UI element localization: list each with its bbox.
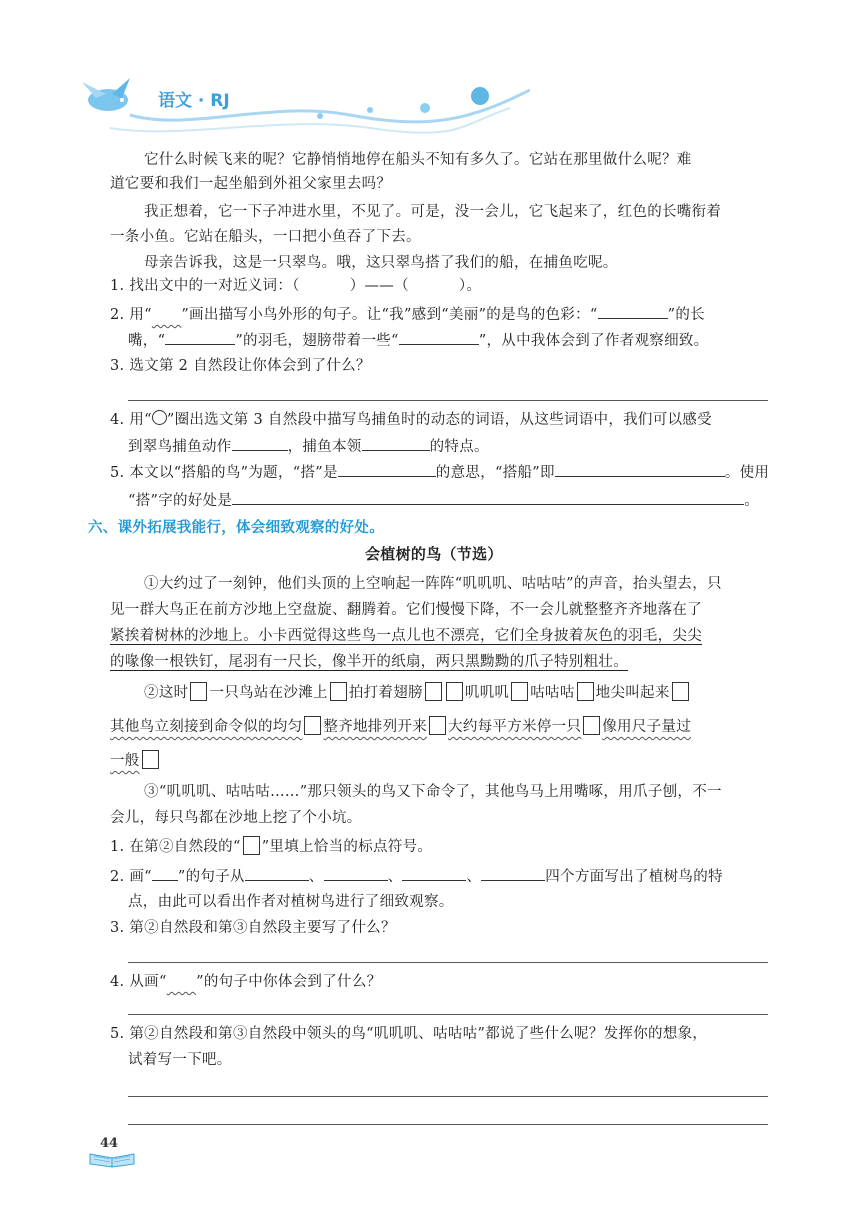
punctuation-box[interactable] — [304, 716, 321, 735]
question-2-line-2: 嘴，“ ”的羽毛，翅膀带着一些“ ”，从中我体会到了作者观察细致。 — [128, 330, 708, 351]
punctuation-box[interactable] — [577, 682, 594, 701]
punctuation-box[interactable] — [672, 682, 689, 701]
question-3: 3. 选文第 2 自然段让你体会到了什么？ — [110, 358, 371, 374]
article-title: 会植树的鸟（节选） — [365, 545, 503, 563]
answer-blank[interactable] — [362, 436, 430, 451]
answer-blank[interactable] — [245, 866, 309, 881]
article-paragraph-2: 一般 — [110, 750, 161, 771]
question-2-3: 3. 第②自然段和第③自然段主要写了什么？ — [110, 920, 396, 936]
answer-blank[interactable] — [324, 866, 388, 881]
passage-line: 它什么时候飞来的呢？它静悄悄地停在船头不知有多久了。它站在那里做什么呢？难 — [144, 152, 692, 168]
article-paragraph-1: 的喙像一根铁钉，尾羽有一尺长，像半开的纸扇，两只黑黝黝的爪子特别粗壮。 — [110, 654, 628, 670]
book-icon — [88, 1148, 136, 1172]
punctuation-box[interactable] — [425, 682, 442, 701]
article-paragraph-3: 会儿，每只鸟都在沙地上挖了个小坑。 — [110, 810, 362, 826]
answer-blank[interactable] — [481, 866, 545, 881]
question-2-line-1: 2. 用“ ”画出描写小鸟外形的句子。让“我”感到“美丽”的是鸟的色彩：“ ”的长 — [110, 304, 705, 325]
answer-blank[interactable] — [300, 276, 350, 290]
question-2-2-line-2: 点，由此可以看出作者对植树鸟进行了细致观察。 — [128, 894, 454, 910]
question-2-4: 4. 从画“ ”的句子中你体会到了什么？ — [110, 974, 382, 990]
section-title: 六、课外拓展我能行，体会细致观察的好处。 — [88, 520, 384, 536]
article-paragraph-1: 紧挨着树林的沙地上。小卡西觉得这些鸟一点儿也不漂亮，它们全身披着灰色的羽毛，尖尖 — [110, 628, 702, 644]
question-2-5-line-1: 5. 第②自然段和第③自然段中领头的鸟“叽叽叽、咕咕咕”都说了些什么呢？发挥你的想象， — [110, 1026, 708, 1042]
answer-line[interactable] — [128, 400, 768, 401]
punctuation-box[interactable] — [446, 682, 463, 701]
question-2-5-line-2: 试着写一下吧。 — [128, 1052, 232, 1068]
answer-blank[interactable] — [165, 330, 235, 345]
answer-blank[interactable] — [555, 462, 725, 477]
header-title: 语文 · RJ — [158, 91, 230, 111]
answer-blank[interactable] — [409, 276, 459, 290]
header-banner — [70, 70, 530, 140]
article-paragraph-1: ①大约过了一刻钟，他们头顶的上空响起一阵阵“叽叽叽、咕咕咕”的声音，抬头望去，只 — [144, 576, 722, 592]
article-paragraph-2: 其他鸟立刻接到命令似的均匀 整齐地排列开来 大约每平方米停一只 像用尺子量过 — [110, 716, 691, 737]
article-paragraph-2: ②这时 一只鸟站在沙滩上 拍打着翅膀 叽叽叽 咕咕咕 地尖叫起来 — [144, 682, 691, 703]
answer-blank[interactable] — [399, 330, 479, 345]
article-paragraph-1: 见一群大鸟正在前方沙地上空盘旋、翻腾着。它们慢慢下降，不一会儿就整整齐齐地落在了 — [110, 602, 702, 618]
passage-line: 一条小鱼。它站在船头，一口把小鱼吞了下去。 — [110, 229, 421, 245]
answer-line[interactable] — [128, 962, 768, 963]
question-5-line-1: 5. 本文以“搭船的鸟”为题，“搭”是 的意思，“搭船”即 。使用 — [110, 462, 769, 483]
answer-blank[interactable] — [338, 462, 436, 477]
circle-mark-icon — [152, 410, 167, 425]
question-1: 1. 找出文中的一对近义词：（ ）——（ ）。 — [110, 278, 482, 294]
answer-line[interactable] — [128, 1014, 768, 1015]
answer-blank[interactable] — [232, 436, 288, 451]
question-5-line-2: “搭”字的好处是 。 — [128, 490, 759, 511]
answer-blank[interactable] — [402, 866, 466, 881]
passage-line: 母亲告诉我，这是一只翠鸟。哦，这只翠鸟搭了我们的船，在捕鱼吃呢。 — [144, 255, 618, 271]
punctuation-box-example — [243, 836, 260, 855]
straight-line-mark — [152, 866, 178, 881]
question-4-line-2: 到翠鸟捕鱼动作 ，捕鱼本领 的特点。 — [128, 436, 489, 457]
passage-line: 我正想着，它一下子冲进水里，不见了。可是，没一会儿，它飞起来了，红色的长嘴衔着 — [144, 204, 722, 220]
page-number: 44 — [100, 1136, 119, 1151]
question-2-1: 1. 在第②自然段的“ ”里填上恰当的标点符号。 — [110, 836, 432, 857]
bird-logo-icon — [78, 74, 138, 118]
answer-line[interactable] — [128, 1096, 768, 1097]
passage-line: 道它要和我们一起坐船到外祖父家里去吗？ — [110, 176, 392, 192]
wavy-line-mark — [152, 307, 181, 323]
punctuation-box[interactable] — [583, 716, 600, 735]
punctuation-box[interactable] — [190, 682, 207, 701]
answer-blank[interactable] — [232, 490, 744, 505]
question-4-line-1: 4. 用“ ”圈出选文第 3 自然段中描写鸟捕鱼时的动态的词语，从这些词语中，我们可以感受 — [110, 412, 712, 428]
wavy-line-mark — [167, 974, 196, 990]
answer-blank[interactable] — [598, 304, 668, 319]
punctuation-box[interactable] — [429, 716, 446, 735]
answer-line[interactable] — [128, 1124, 768, 1125]
header-swirl-decoration — [70, 70, 530, 140]
punctuation-box[interactable] — [511, 682, 528, 701]
punctuation-box[interactable] — [330, 682, 347, 701]
question-2-2-line-1: 2. 画“ ”的句子从 、 、 、 四个方面写出了植树鸟的特 — [110, 866, 723, 887]
punctuation-box[interactable] — [142, 750, 159, 769]
article-paragraph-3: ③“叽叽叽、咕咕咕……”那只领头的鸟又下命令了，其他鸟马上用嘴啄，用爪子刨，不一 — [144, 784, 722, 800]
